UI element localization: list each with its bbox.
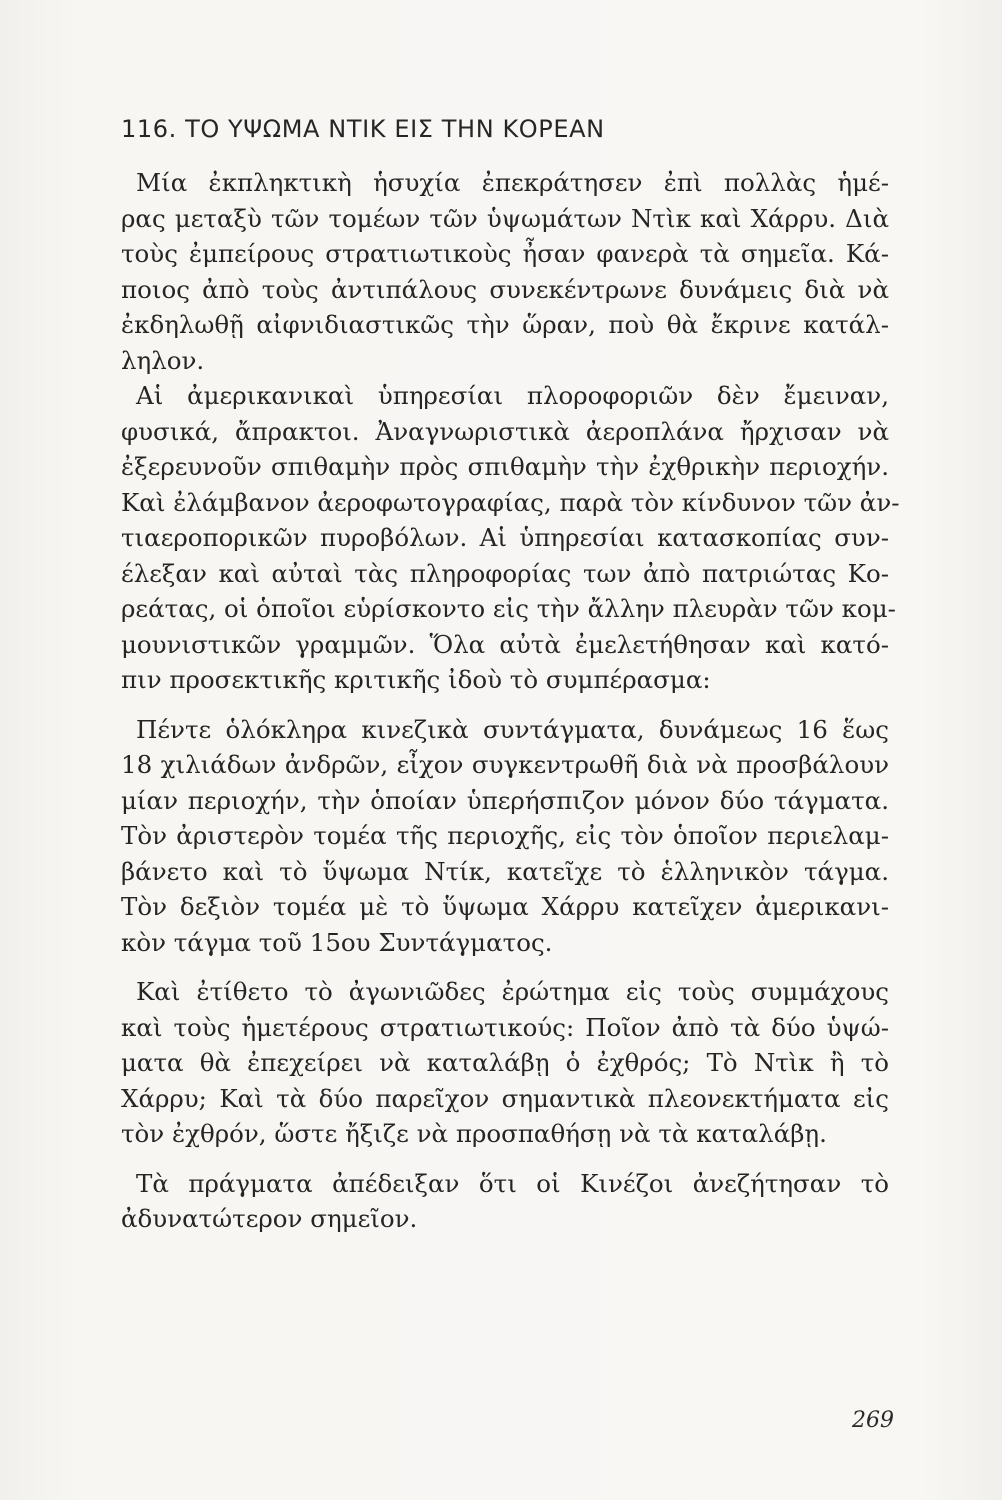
text-line: ματα θὰ ἐπεχείρει νὰ καταλάβῃ ὁ ἐχθρός; Τὸ Ντὶκ ἢ τὸ (121, 1048, 889, 1077)
text-line: ρας μεταξὺ τῶν τομέων τῶν ὑψωμάτων Ντὶκ καὶ Χάρρυ. Διὰ (121, 203, 889, 233)
text-line: τοὺς ἐμπείρους στρατιωτικοὺς ἦσαν φανερὰ τὰ σημεῖα. Κά- (121, 239, 889, 268)
text-line: ἐκδηλωθῇ αἰφνιδιαστικῶς τὴν ὥραν, ποὺ θὰ ἔκρινε κατάλ- (121, 310, 889, 339)
text-line: φυσικά, ἄπρακτοι. Ἀναγνωριστικὰ ἀεροπλάνα ἤρχισαν νὰ (121, 416, 889, 446)
text-line: Τὰ πράγματα ἀπέδειξαν ὅτι οἱ Κινέζοι ἀνεζήτησαν τὸ (136, 1168, 889, 1198)
text-line: Τὸν ἀριστερὸν τομέα τῆς περιοχῆς, εἰς τὸν ὁποῖον περιελαμ- (121, 821, 889, 850)
text-line: Τὸν δεξιὸν τομέα μὲ τὸ ὕψωμα Χάρρυ κατεῖχεν ἀμερικανι- (121, 892, 889, 921)
text-line: πιν προσεκτικῆς κριτικῆς ἰδοὺ τὸ συμπέρασμα: (121, 665, 711, 694)
paragraph-5 (121, 1166, 889, 1237)
text-line: μουνιστικῶν γραμμῶν. Ὅλα αὐτὰ ἐμελετήθησαν καὶ κατό- (121, 629, 889, 659)
text-line: Μία ἐκπληκτικὴ ἡσυχία ἐπεκράτησεν ἐπὶ πολλὰς ἡμέ- (136, 168, 889, 197)
text-line: καὶ τοὺς ἡμετέρους στρατιωτικούς: Ποῖον ἀπὸ τὰ δύο ὑψώ- (121, 1012, 889, 1042)
text-line: Καὶ ἐλάμβανον ἀεροφωτογραφίας, παρὰ τὸν κίνδυνον τῶν ἀν- (121, 487, 900, 517)
text-line: Χάρρυ; Καὶ τὰ δύο παρεῖχον σημαντικὰ πλεονεκτήματα εἰς (121, 1083, 889, 1113)
section-heading: 116. ΤΟ ΥΨΩΜΑ ΝΤΙΚ ΕΙΣ ΤΗΝ ΚΟΡΕΑΝ (121, 115, 605, 143)
paragraph-4 (121, 974, 889, 1152)
text-line: βάνετο καὶ τὸ ὕψωμα Ντίκ, κατεῖχε τὸ ἑλληνικὸν τάγμα. (121, 856, 889, 886)
text-line: κὸν τάγμα τοῦ 15ου Συντάγματος. (121, 927, 553, 957)
paragraph-2 (121, 378, 900, 698)
text-line: ἀδυνατώτερον σημεῖον. (121, 1204, 418, 1233)
text-line: Αἱ ἀμερικανικαὶ ὑπηρεσίαι πλοροφοριῶν δὲν ἔμειναν, (136, 381, 889, 410)
text-line: Πέντε ὁλόκληρα κινεζικὰ συντάγματα, δυνάμεως 16 ἕως (136, 714, 889, 744)
text-line: έλεξαν καὶ αὐταὶ τὰς πληροφορίας των ἀπὸ πατριώτας Κο- (121, 558, 889, 588)
text-line: ποιος ἀπὸ τοὺς ἀντιπάλους συνεκέντρωνε δυνάμεις διὰ νὰ (121, 274, 889, 304)
text-line: μίαν περιοχήν, τὴν ὁποίαν ὑπερήσπιζον μόνον δύο τάγματα. (121, 785, 889, 815)
text-line: Καὶ ἐτίθετο τὸ ἀγωνιῶδες ἐρώτημα εἰς τοὺς συμμάχους (136, 977, 889, 1006)
page-number: 269 (852, 1408, 894, 1433)
text-line: τιαεροπορικῶν πυροβόλων. Αἱ ὑπηρεσίαι κατασκοπίας συν- (121, 523, 889, 552)
paragraph-3 (121, 712, 889, 961)
paragraph-1 (121, 165, 889, 378)
text-line: τὸν ἐχθρόν, ὥστε ἤξιζε νὰ προσπαθήσῃ νὰ τὰ καταλάβῃ. (121, 1119, 827, 1148)
body-text (121, 165, 900, 1237)
text-line: ληλον. (121, 345, 205, 375)
text-line: ἐξερευνοῦν σπιθαμὴν πρὸς σπιθαμὴν τὴν ἐχθρικὴν περιοχήν. (121, 452, 889, 481)
text-line: 18 χιλιάδων ἀνδρῶν, εἶχον συγκεντρωθῆ διὰ νὰ προσβάλουν (121, 750, 889, 779)
text-line: ρεάτας, οἱ ὁποῖοι εὑρίσκοντο εἰς τὴν ἄλλην πλευρὰν τῶν κομ- (121, 594, 896, 623)
